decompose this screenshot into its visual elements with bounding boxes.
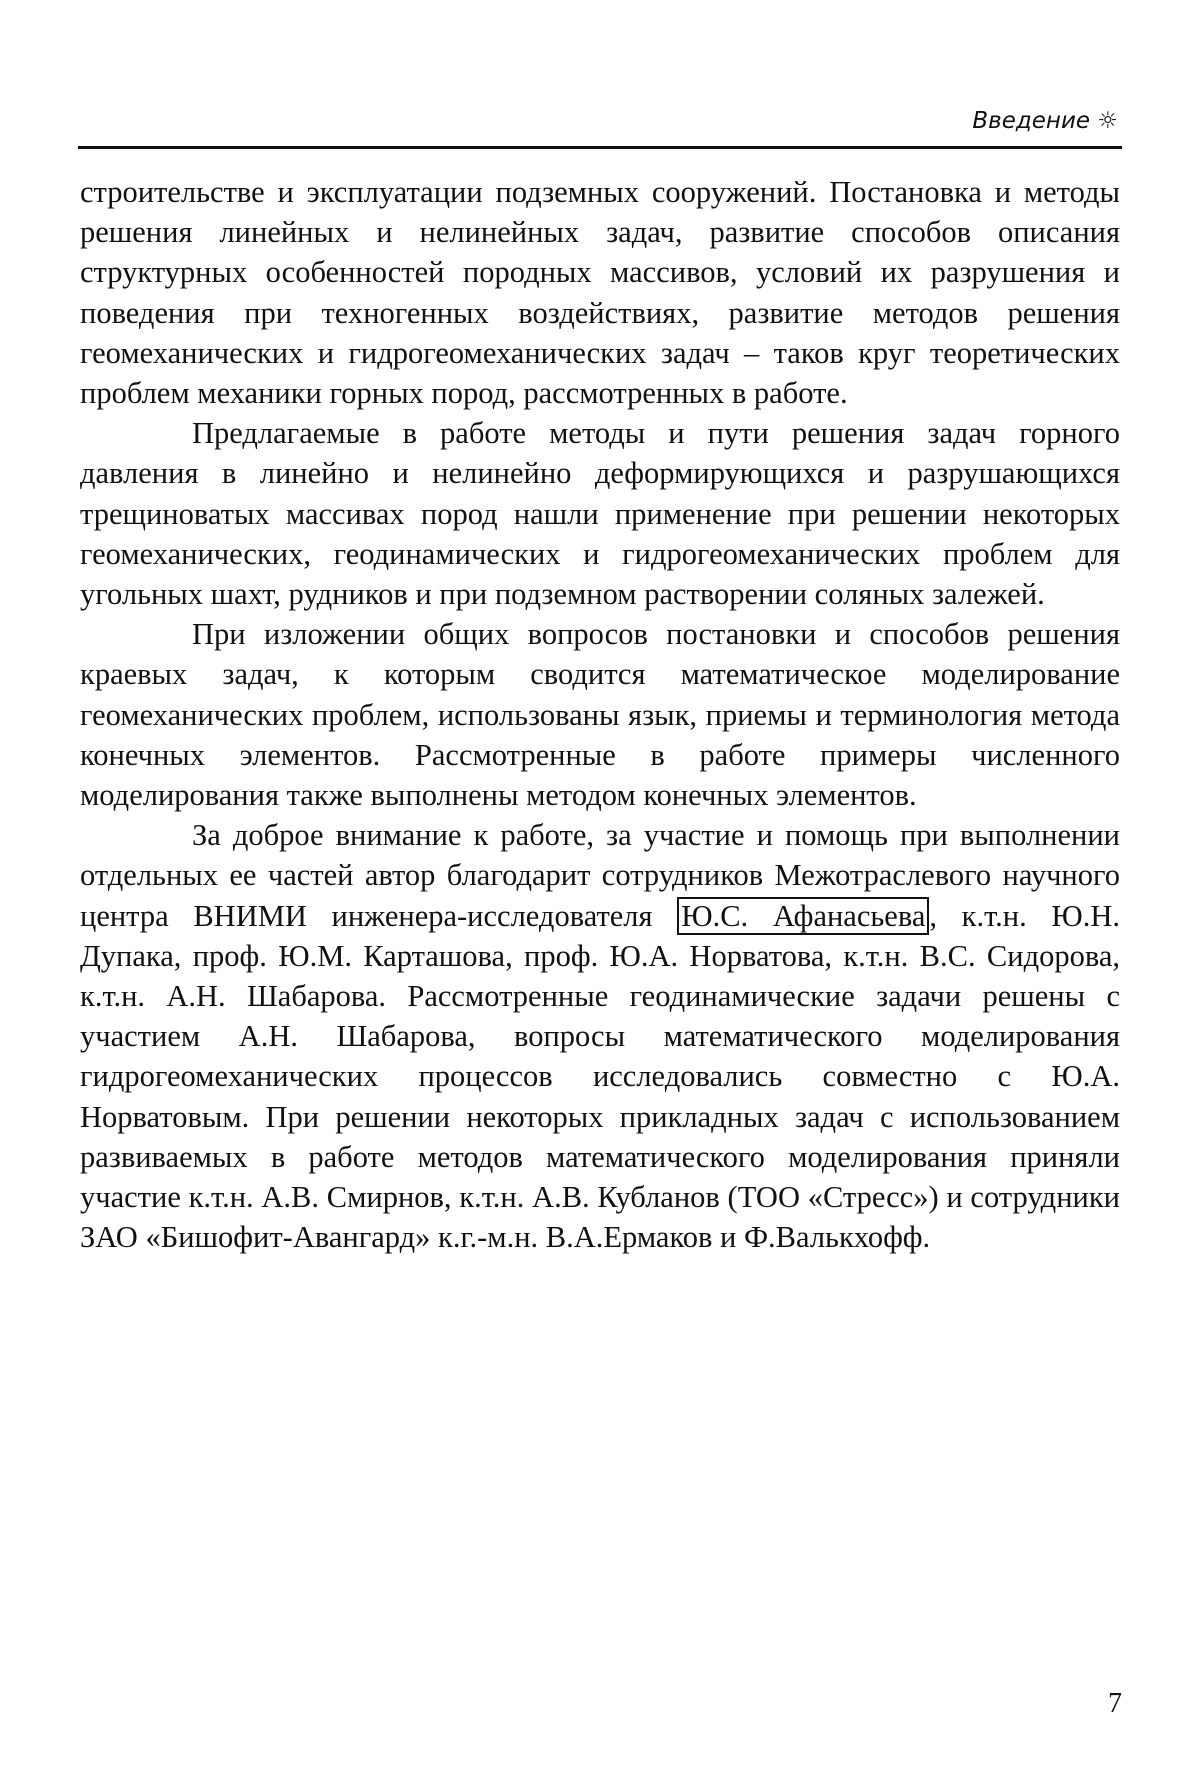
paragraph-2: Предлагаемые в работе методы и пути решения задач горного давления в линейно и нелинейно деформирующихся и разрушающихся трещиноватых массивах пород нашли применение при решении некоторых геомеханических, геодинамических и гидрогеомеханических проблем для угольных шахт, рудников и при подземном растворении соляных залежей.: [80, 416, 1120, 612]
paragraph-4-text-before: За доброе внимание к работе, за участие и помощь при выполнении отдельных ее частей автор благодарит сотрудников Межотраслевого научного центра ВНИМИ инженера-исследователя: [80, 818, 1120, 933]
boxed-name: Ю.С. Афанасьева: [677, 897, 929, 935]
running-header: Введение ☼: [972, 108, 1118, 134]
paragraph-4-text-after: , к.т.н. Ю.Н. Дупака, проф. Ю.М. Карташова, проф. Ю.А. Норватова, к.т.н. В.С. Сидорова, к.т.н. А.Н. Шабарова. Рассмотренные геодинамические задачи решены с участием А.Н. Шабарова, вопросы математического моделирования гидрогеомеханических процессов исследовались совместно с Ю.А. Норватовым. При решении некоторых прикладных задач с использованием развиваемых в работе методов математического моделирования приняли участие к.т.н. А.В. Смирнов, к.т.н. А.В. Кубланов (ТОО «Стресс») и сотрудники ЗАО «Бишофит-Авангард» к.г.-м.н. В.А.Ермаков и Ф.Валькхофф.: [80, 898, 1120, 1255]
body-text: [80, 172, 1120, 1257]
paragraph-1: строительстве и эксплуатации подземных сооружений. Постановка и методы решения линейных и нелинейных задач, развитие способов описания структурных особенностей породных массивов, условий их разрушения и поведения при техногенных воздействиях, развитие методов решения геомеханических и гидрогеомеханических задач – таков круг теоретических проблем механики горных пород, рассмотренных в работе.: [80, 175, 1120, 411]
paragraph-4: [80, 815, 1120, 1257]
header-rule: [78, 146, 1122, 149]
paragraph-3: При изложении общих вопросов постановки и способов решения краевых задач, к которым сводится математическое моделирование геомеханических проблем, использованы язык, приемы и терминология метода конечных элементов. Рассмотренные в работе примеры численного моделирования также выполнены методом конечных элементов.: [80, 617, 1120, 813]
page-number: 7: [1108, 1688, 1122, 1719]
